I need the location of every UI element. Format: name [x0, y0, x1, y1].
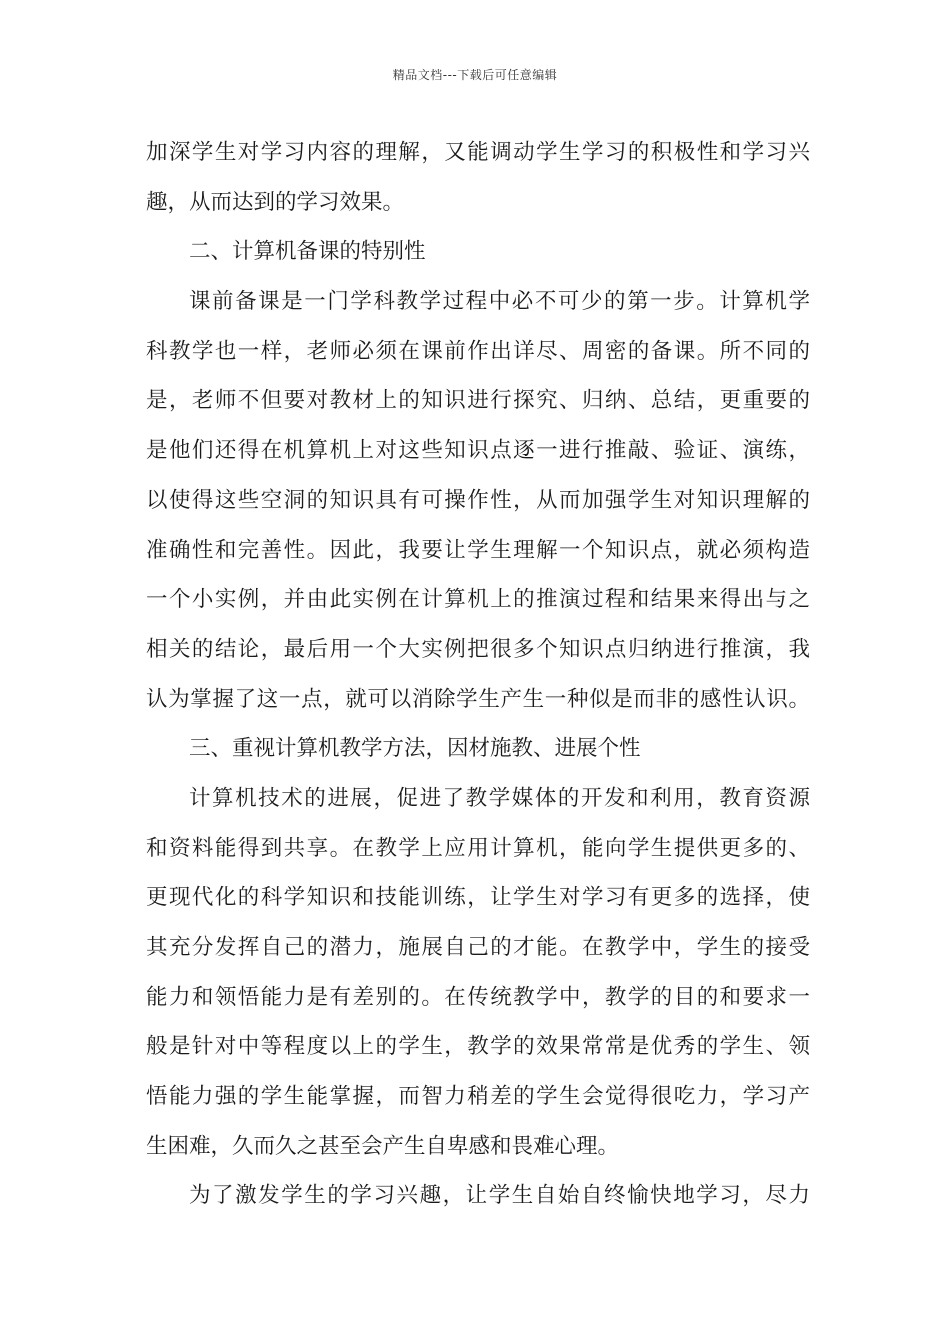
- text-line: 生困难，久而久之甚至会产生自卑感和畏难心理。: [146, 1133, 620, 1159]
- text-line: 一个小实例，并由此实例在计算机上的推演过程和结果来得出与之: [146, 587, 810, 613]
- text-line: 为了激发学生的学习兴趣，让学生自始自终愉快地学习，尽力: [189, 1183, 810, 1209]
- text-line: 科教学也一样，老师必须在课前作出详尽、周密的备课。所不同的: [146, 338, 810, 364]
- text-line: 和资料能得到共享。在教学上应用计算机，能向学生提供更多的、: [146, 835, 810, 861]
- text-line: 以使得这些空洞的知识具有可操作性，从而加强学生对知识理解的: [146, 487, 810, 513]
- text-line: 能力和领悟能力是有差别的。在传统教学中，教学的目的和要求一: [146, 984, 810, 1010]
- section-heading: 三、重视计算机教学方法，因材施教、进展个性: [189, 736, 641, 762]
- text-line: 般是针对中等程度以上的学生，教学的效果常常是优秀的学生、领: [146, 1034, 810, 1060]
- text-line: 其充分发挥自己的潜力，施展自己的才能。在教学中，学生的接受: [146, 935, 810, 960]
- text-line: 悟能力强的学生能掌握，而智力稍差的学生会觉得很吃力，学习产: [146, 1084, 810, 1110]
- text-line: 认为掌握了这一点，就可以消除学生产生一种似是而非的感性认识。: [146, 686, 810, 712]
- text-line: 趣，从而达到的学习效果。: [146, 189, 405, 215]
- section-heading: 二、计算机备课的特别性: [189, 239, 426, 265]
- text-line: 准确性和完善性。因此，我要让学生理解一个知识点，就必须构造: [146, 537, 810, 563]
- text-line: 课前备课是一门学科教学过程中必不可少的第一步。计算机学: [189, 289, 810, 315]
- document-body: [146, 128, 810, 1221]
- text-line: 是他们还得在机算机上对这些知识点逐一进行推敲、验证、演练，: [146, 438, 810, 464]
- page-header: 精品文档---下载后可任意编辑: [392, 68, 558, 82]
- text-line: 加深学生对学习内容的理解，又能调动学生学习的积极性和学习兴: [146, 140, 810, 165]
- text-line: 更现代化的科学知识和技能训练，让学生对学习有更多的选择，使: [146, 885, 810, 911]
- text-line: 相关的结论，最后用一个大实例把很多个知识点归纳进行推演，我: [146, 636, 810, 662]
- text-line: 是，老师不但要对教材上的知识进行探究、归纳、总结，更重要的: [146, 388, 810, 414]
- text-line: 计算机技术的进展，促进了教学媒体的开发和利用，教育资源: [189, 785, 810, 811]
